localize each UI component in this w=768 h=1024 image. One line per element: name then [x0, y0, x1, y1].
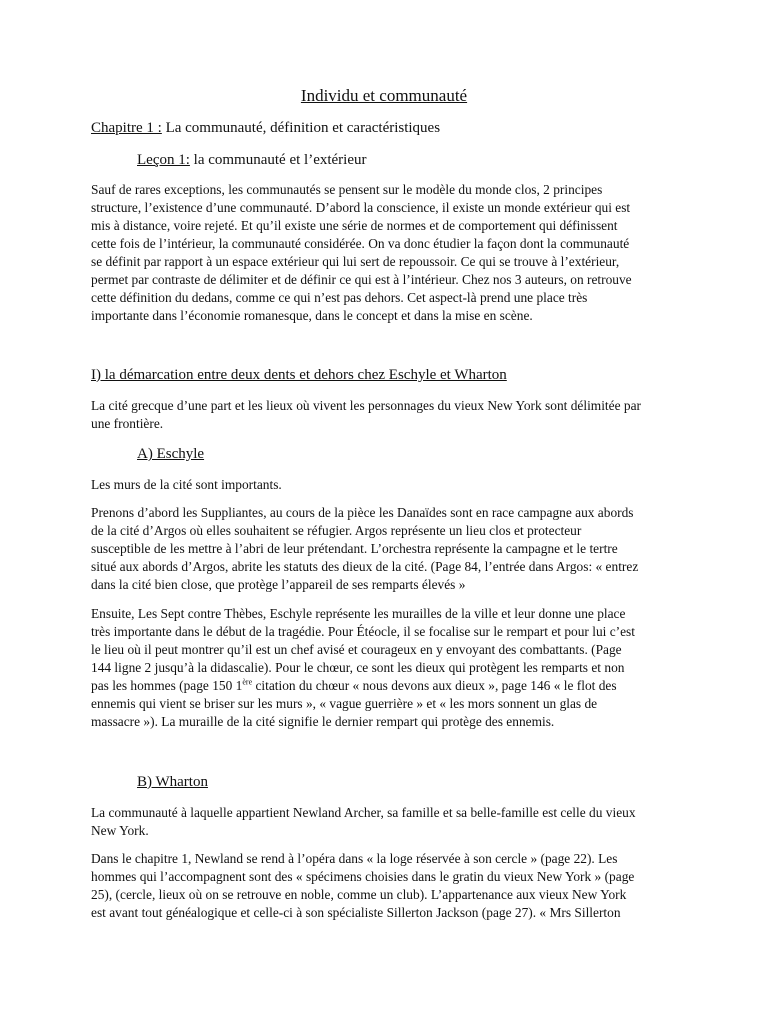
paragraph-line: Sauf de rares exceptions, les communautés se pensent sur le modèle du monde clos, 2 principes — [91, 182, 603, 197]
paragraph-line: New York. — [91, 823, 149, 838]
paragraph-line: mis à distance, voire rejeté. Et qu’il existe une série de normes et de comportement qui définissent — [91, 218, 618, 233]
paragraph-line: situé aux abords d’Argos, abrite les statuts des dieux de la cité. (Page 84, l’entrée dans Argos: « entrez — [91, 559, 639, 574]
lesson-text: la communauté et l’extérieur — [189, 152, 367, 168]
subsection-b-heading: B) Wharton — [137, 774, 208, 790]
paragraph-line: cette fois de l’intérieur, la communauté considérée. On va donc étudier la façon dont la communauté — [91, 236, 630, 251]
chapter-text: La communauté, définition et caractéristiques — [161, 120, 441, 136]
subsection-a-heading: A) Eschyle — [137, 446, 205, 462]
paragraph-line: est avant tout généalogique et celle-ci à son spécialiste Sillerton Jackson (page 27). « Mrs Sillerton — [91, 905, 621, 920]
paragraph-line: La communauté à laquelle appartient Newland Archer, sa famille et sa belle-famille est celle du vieux — [91, 805, 636, 820]
subsection-b-paragraph-1 — [91, 804, 691, 840]
subsection-a-paragraph-1 — [91, 476, 691, 494]
paragraph-line: hommes qui l’accompagnent sont des « spécimens choisies dans le gratin du vieux New York » (page — [91, 869, 635, 884]
paragraph-line: 144 ligne 2 jusqu’à la didascalie). Pour le chœur, ce sont les dieux qui protègent les remparts et non — [91, 660, 625, 675]
superscript: ère — [242, 677, 253, 687]
paragraph-line: cette définition du dedans, comme ce qui n’est pas dehors. Cet aspect-là prend une place très — [91, 290, 588, 305]
paragraph-line: susceptible de les mettre à l’abri de leur prétendant. L’orchestra représente la campagne et le tertre — [91, 541, 618, 556]
section1-heading: I) la démarcation entre deux dents et dehors chez Eschyle et Wharton — [91, 367, 507, 383]
intro-paragraph — [91, 181, 691, 325]
line-text: citation du chœur « nous devons aux dieux », page 146 « le flot des — [252, 678, 617, 693]
paragraph-line: Les murs de la cité sont importants. — [91, 477, 282, 492]
section1-paragraph — [91, 397, 691, 433]
paragraph-line: le lieu où il peut montrer qu’il est un chef avisé et courageux en y envoyant des combattants. (Page — [91, 642, 622, 657]
paragraph-line: se définit par rapport à un espace extérieur qui lui sert de repoussoir. Ce qui se trouve à l’extérieur, — [91, 254, 620, 269]
lesson-label: Leçon 1: — [137, 152, 190, 168]
paragraph-line: 25), (cercle, lieux où on se retrouve en noble, comme un club). L’appartenance aux vieux New York — [91, 887, 627, 902]
paragraph-line: de la cité d’Argos où elles souhaitent se réfugier. Argos représente un lieu clos et protecteur — [91, 523, 582, 538]
subsection-a-paragraph-3 — [91, 605, 691, 731]
paragraph-line: une frontière. — [91, 416, 164, 431]
paragraph-line: Prenons d’abord les Suppliantes, au cours de la pièce les Danaïdes sont en race campagne aux abords — [91, 505, 634, 520]
paragraph-line: permet par contraste de délimiter et de définir ce qui est à l’intérieur. Chez nos 3 auteurs, on retrouve — [91, 272, 632, 287]
paragraph-line: Ensuite, Les Sept contre Thèbes, Eschyle représente les murailles de la ville et leur donne une place — [91, 606, 626, 621]
lesson-heading — [137, 151, 367, 169]
line-text: pas les hommes (page 150 1 — [91, 678, 243, 693]
paragraph-line: Dans le chapitre 1, Newland se rend à l’opéra dans « la loge réservée à son cercle » (page 22). Les — [91, 851, 618, 866]
chapter-label: Chapitre 1 : — [91, 120, 162, 136]
paragraph-line: très importante dans le début de la tragédie. Pour Étéocle, il se focalise sur le rempart et pour lui c’est — [91, 624, 635, 639]
paragraph-line: importante dans l’économie romanesque, dans le concept et dans la mise en scène. — [91, 308, 533, 323]
paragraph-line: dans la cité bien close, que protège l’appareil de ses remparts élevés » — [91, 577, 466, 592]
paragraph-line: La cité grecque d’une part et les lieux où vivent les personnages du vieux New York sont délimitée par — [91, 398, 641, 413]
paragraph-line — [91, 677, 691, 695]
chapter-heading — [91, 119, 440, 137]
paragraph-line: massacre »). La muraille de la cité signifie le dernier rempart qui protège des ennemis. — [91, 714, 555, 729]
subsection-a-paragraph-2 — [91, 504, 691, 594]
paragraph-line: ennemis qui vient se briser sur les murs », « vague guerrière » et « les mors sonnent un glas de — [91, 696, 598, 711]
document-title: Individu et communauté — [300, 86, 468, 105]
paragraph-line: structure, l’existence d’une communauté. D’abord la conscience, il existe un monde extérieur qui est — [91, 200, 631, 215]
subsection-b-paragraph-2 — [91, 850, 691, 922]
